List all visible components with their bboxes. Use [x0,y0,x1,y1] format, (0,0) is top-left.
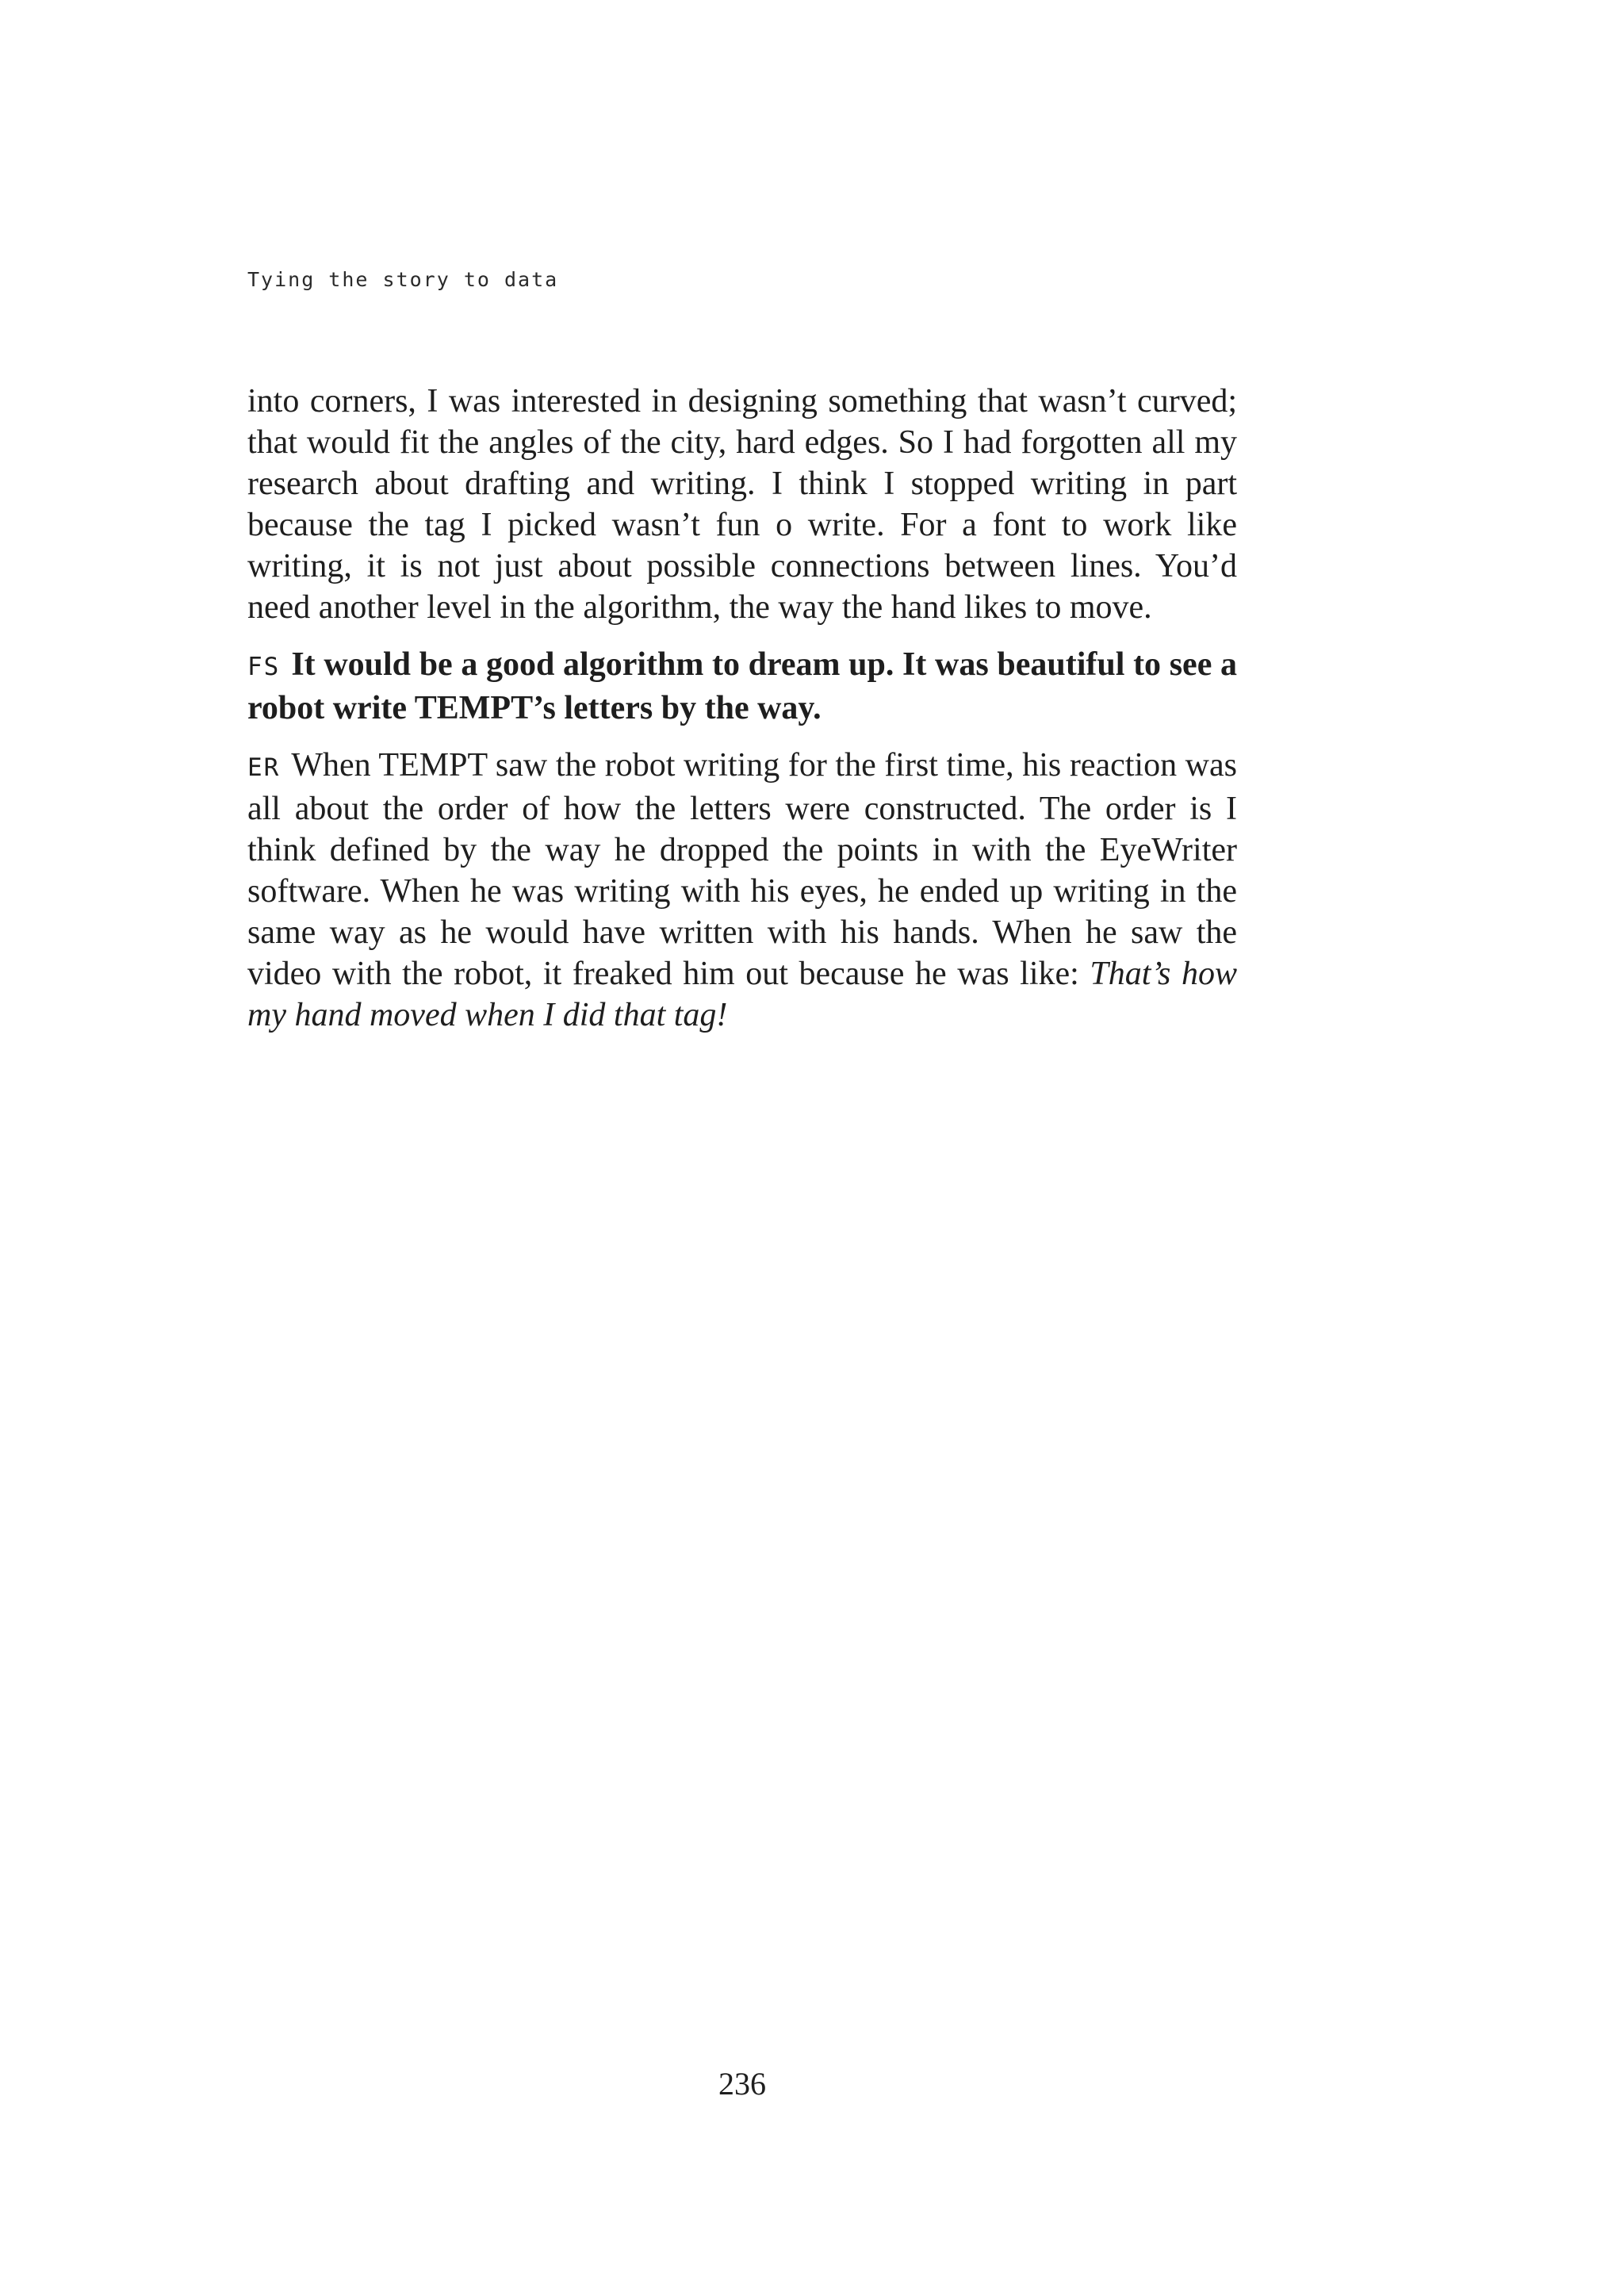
paragraph-question [247,644,1237,729]
question-text: It would be a good algorithm to dream up. It was beautiful to see a robot write TEMPT’s letters by the way. [247,646,1237,726]
paragraph-answer [247,745,1237,1036]
speaker-label-fs: FS [247,653,281,681]
answer-text: When TEMPT saw the robot writing for the first time, his reaction was all about the order of how the letters were constructed. The order is I think defined by the way he dropped the points in with the EyeWriter software. When he was writing with his eyes, he ended up writing in the same way as he would have written with his hands. When he saw the video with the robot, it freaked him out because he was like: [247,747,1237,992]
paragraph-continuation: into corners, I was interested in designing something that wasn’t curved; that would fit the angles of the city, hard edges. So I had forgotten all my research about drafting and writing. I think I stopped writing in part because the tag I picked wasn’t fun o write. For a font to work like writing, it is not just about possible connections between lines. You’d need another level in the algorithm, the way the hand likes to move. [247,383,1237,626]
page-number: 236 [718,2066,766,2102]
answer-italic-quote: That’s how my hand moved when I did that tag! [247,956,1237,1033]
speaker-label-er: ER [247,753,281,782]
running-head: Tying the story to data [247,268,559,291]
body-text [247,381,1237,1052]
